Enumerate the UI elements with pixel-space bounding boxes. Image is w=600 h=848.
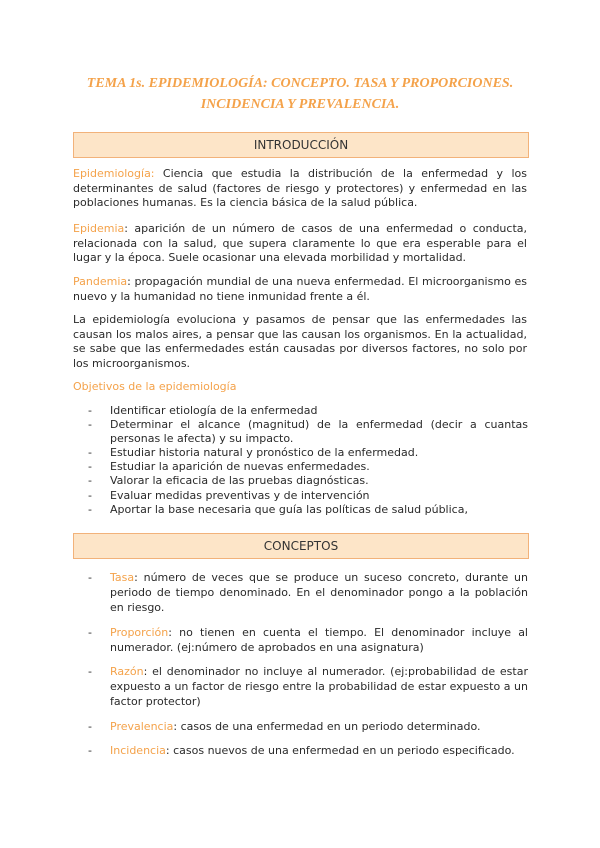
definition-pandemia — [73, 275, 527, 304]
concept-term: Prevalencia — [110, 719, 174, 733]
list-item: - Identificar etiología de la enfermedad — [88, 404, 528, 418]
concepts-list — [88, 570, 528, 768]
objectives-title: Objetivos de la epidemiología — [73, 380, 237, 393]
definition-text: Ciencia que estudia la distribución de la enfermedad y los determinantes de salud (factores de riesgo y protectores) y enfermedad en las poblaciones humanas. Es la ciencia básica de la salud pública. — [73, 167, 527, 209]
concept-text: : número de veces que se produce un suceso concreto, durante un periodo de tiempo denominado. En el denominador pongo a la población en riesgo. — [110, 571, 528, 614]
concept-incidencia — [88, 743, 528, 758]
concept-text: : casos nuevos de una enfermedad en un periodo especificado. — [165, 744, 515, 757]
concept-razon — [88, 664, 528, 709]
concept-term: Incidencia — [110, 744, 166, 757]
definition-text: : propagación mundial de una nueva enfermedad. El microorganismo es nuevo y la humanidad no tiene inmunidad frente a él. — [73, 275, 527, 303]
concept-text: : el denominador no incluye al numerador. (ej:probabilidad de estar expuesto a un factor de riesgo entre la probabilidad de estar expuesto a un factor protector) — [110, 665, 528, 708]
definition-term: Epidemia — [73, 222, 125, 235]
definition-text: : aparición de un número de casos de una enfermedad o conducta, relacionada con la salud, que supera claramente lo que era esperable para el lugar y la época. Suele ocasionar una elevada morbilidad y mortalidad. — [73, 222, 527, 264]
concept-text: : casos de una enfermedad en un periodo determinado. — [173, 719, 481, 733]
concept-tasa — [88, 570, 528, 615]
definition-epidemiologia — [73, 167, 527, 211]
list-item: - Estudiar historia natural y pronóstico de la enfermedad. — [88, 446, 528, 460]
title-line-1: TEMA 1s. EPIDEMIOLOGÍA: CONCEPTO. TASA Y PROPORCIONES. — [86, 76, 514, 91]
concept-term: Proporción — [110, 625, 169, 639]
title-line-2: INCIDENCIA Y PREVALENCIA. — [200, 97, 400, 112]
section-header-introduccion: INTRODUCCIÓN — [73, 132, 529, 158]
list-item: - Valorar la eficacia de las pruebas diagnósticas. — [88, 474, 528, 488]
list-item: - Determinar el alcance (magnitud) de la enfermedad (decir a cuantas personas le afecta) y su impacto. — [88, 418, 528, 446]
list-item: - Aportar la base necesaria que guía las políticas de salud pública, — [88, 503, 528, 517]
concept-proporcion — [88, 625, 528, 655]
concept-term: Tasa — [110, 571, 135, 584]
concept-text: : no tienen en cuenta el tiempo. El denominador incluye al numerador. (ej:número de aprobados en una asignatura) — [110, 625, 528, 654]
list-item: - Evaluar medidas preventivas y de intervención — [88, 489, 528, 503]
document-title — [60, 73, 540, 115]
definition-term: Epidemiología: — [73, 167, 155, 180]
definition-term: Pandemia — [73, 275, 128, 288]
concept-prevalencia — [88, 719, 528, 734]
evolution-paragraph: La epidemiología evoluciona y pasamos de pensar que las enfermedades las causan los malos aires, a pensar que las causan los organismos. En la actualidad, se sabe que las enfermedades están causadas por diversos factores, no solo por los microorganismos. — [73, 313, 527, 370]
list-item: - Estudiar la aparición de nuevas enfermedades. — [88, 460, 528, 474]
section-header-conceptos: CONCEPTOS — [73, 533, 529, 559]
definition-epidemia — [73, 222, 527, 266]
objectives-list — [88, 404, 528, 517]
concept-term: Razón — [110, 665, 144, 678]
